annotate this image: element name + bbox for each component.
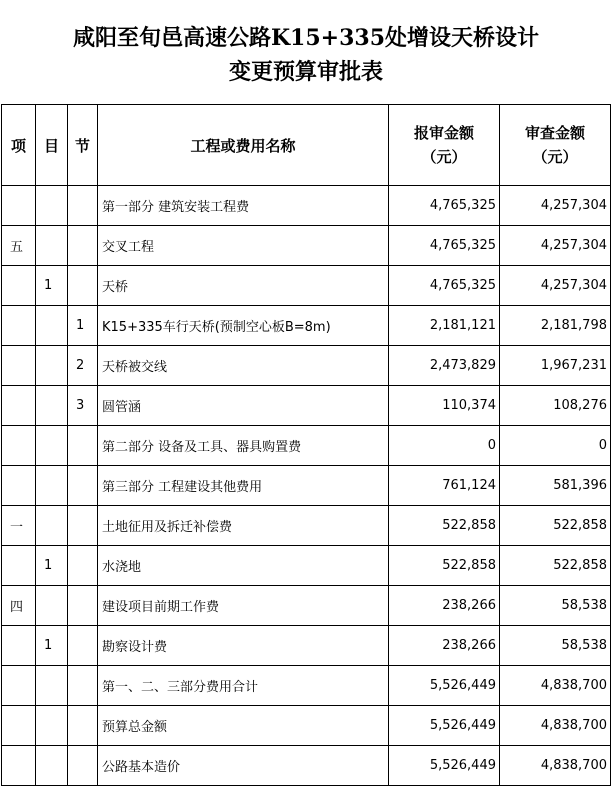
budget-table (1, 104, 611, 786)
cell-xiang (2, 306, 36, 346)
cell-xiang (2, 466, 36, 506)
cell-reported: 4,765,325 (389, 226, 500, 266)
cell-reported: 5,526,449 (389, 706, 500, 746)
cell-mu (36, 386, 68, 426)
cell-xiang (2, 706, 36, 746)
cell-reported: 522,858 (389, 546, 500, 586)
cell-mu (36, 666, 68, 706)
cell-jie (68, 586, 98, 626)
cell-name: 建设项目前期工作费 (98, 586, 389, 626)
document-title: 咸阳至旬邑高速公路K15+335处增设天桥设计 (72, 25, 540, 51)
cell-reported: 0 (389, 426, 500, 466)
cell-jie: 1 (68, 306, 98, 346)
cell-reported: 5,526,449 (389, 746, 500, 786)
cell-jie (68, 226, 98, 266)
table-row (2, 586, 611, 626)
cell-name: 公路基本造价 (98, 746, 389, 786)
cell-xiang (2, 426, 36, 466)
cell-reported: 5,526,449 (389, 666, 500, 706)
cell-mu: 1 (36, 546, 68, 586)
cell-xiang (2, 186, 36, 226)
table-row (2, 226, 611, 266)
cell-mu (36, 426, 68, 466)
cell-jie (68, 426, 98, 466)
cell-reviewed: 522,858 (500, 546, 611, 586)
document-subtitle: 变更预算审批表 (228, 59, 383, 85)
cell-xiang (2, 626, 36, 666)
table-row (2, 466, 611, 506)
cell-reviewed: 4,257,304 (500, 226, 611, 266)
cell-reported: 522,858 (389, 506, 500, 546)
table-row (2, 666, 611, 706)
cell-jie (68, 186, 98, 226)
cell-reported: 2,473,829 (389, 346, 500, 386)
cell-name: K15+335车行天桥(预制空心板B=8m) (98, 306, 389, 346)
cell-mu (36, 506, 68, 546)
cell-mu: 1 (36, 626, 68, 666)
table-row (2, 386, 611, 426)
cell-reported: 238,266 (389, 626, 500, 666)
cell-reported: 2,181,121 (389, 306, 500, 346)
cell-reviewed: 4,257,304 (500, 266, 611, 306)
cell-mu (36, 746, 68, 786)
cell-reviewed: 2,181,798 (500, 306, 611, 346)
cell-xiang (2, 746, 36, 786)
cell-name: 勘察设计费 (98, 626, 389, 666)
table-row (2, 626, 611, 666)
cell-reported: 4,765,325 (389, 266, 500, 306)
cell-name: 天桥被交线 (98, 346, 389, 386)
cell-jie (68, 266, 98, 306)
cell-jie (68, 666, 98, 706)
cell-reviewed: 581,396 (500, 466, 611, 506)
header-reviewed-amount (500, 105, 611, 186)
header-row (2, 105, 611, 186)
cell-mu (36, 466, 68, 506)
cell-name: 天桥 (98, 266, 389, 306)
table-row (2, 346, 611, 386)
cell-mu (36, 226, 68, 266)
cell-reviewed: 58,538 (500, 586, 611, 626)
cell-reviewed: 4,838,700 (500, 706, 611, 746)
cell-mu (36, 306, 68, 346)
table-row (2, 266, 611, 306)
cell-jie (68, 546, 98, 586)
cell-name: 交叉工程 (98, 226, 389, 266)
header-xiang: 项 (2, 105, 36, 186)
header-mu: 目 (36, 105, 68, 186)
cell-name: 第三部分 工程建设其他费用 (98, 466, 389, 506)
cell-name: 第一部分 建筑安装工程费 (98, 186, 389, 226)
cell-jie (68, 466, 98, 506)
header-name: 工程或费用名称 (98, 105, 389, 186)
cell-reviewed: 522,858 (500, 506, 611, 546)
cell-mu (36, 186, 68, 226)
header-reported-line1: 报审金额 (413, 124, 474, 142)
cell-reviewed: 4,838,700 (500, 746, 611, 786)
cell-reviewed: 58,538 (500, 626, 611, 666)
cell-reported: 761,124 (389, 466, 500, 506)
cell-xiang (2, 386, 36, 426)
cell-name: 水浇地 (98, 546, 389, 586)
cell-jie (68, 706, 98, 746)
header-reviewed-line1: 审查金额 (524, 124, 585, 142)
cell-mu (36, 706, 68, 746)
cell-reported: 110,374 (389, 386, 500, 426)
table-row (2, 306, 611, 346)
cell-reviewed: 4,257,304 (500, 186, 611, 226)
cell-reviewed: 0 (500, 426, 611, 466)
cell-name: 圆管涵 (98, 386, 389, 426)
cell-mu: 1 (36, 266, 68, 306)
table-row (2, 546, 611, 586)
cell-xiang (2, 546, 36, 586)
cell-reported: 238,266 (389, 586, 500, 626)
cell-mu (36, 346, 68, 386)
table-row (2, 506, 611, 546)
cell-xiang: 四 (2, 586, 36, 626)
table-row (2, 706, 611, 746)
cell-xiang (2, 266, 36, 306)
cell-jie (68, 506, 98, 546)
cell-jie (68, 626, 98, 666)
cell-jie: 3 (68, 386, 98, 426)
cell-reviewed: 4,838,700 (500, 666, 611, 706)
cell-name: 第二部分 设备及工具、器具购置费 (98, 426, 389, 466)
cell-reviewed: 1,967,231 (500, 346, 611, 386)
cell-xiang: 一 (2, 506, 36, 546)
header-jie: 节 (68, 105, 98, 186)
cell-jie (68, 746, 98, 786)
cell-xiang (2, 346, 36, 386)
table-row (2, 746, 611, 786)
cell-name: 土地征用及拆迁补偿费 (98, 506, 389, 546)
header-reported-line2: （元） (421, 148, 467, 166)
cell-xiang (2, 666, 36, 706)
cell-mu (36, 586, 68, 626)
header-reported-amount (389, 105, 500, 186)
cell-jie: 2 (68, 346, 98, 386)
table-row (2, 186, 611, 226)
cell-name: 预算总金额 (98, 706, 389, 746)
cell-reported: 4,765,325 (389, 186, 500, 226)
header-reviewed-line2: （元） (532, 148, 578, 166)
cell-reviewed: 108,276 (500, 386, 611, 426)
table-row (2, 426, 611, 466)
cell-xiang: 五 (2, 226, 36, 266)
cell-name: 第一、二、三部分费用合计 (98, 666, 389, 706)
